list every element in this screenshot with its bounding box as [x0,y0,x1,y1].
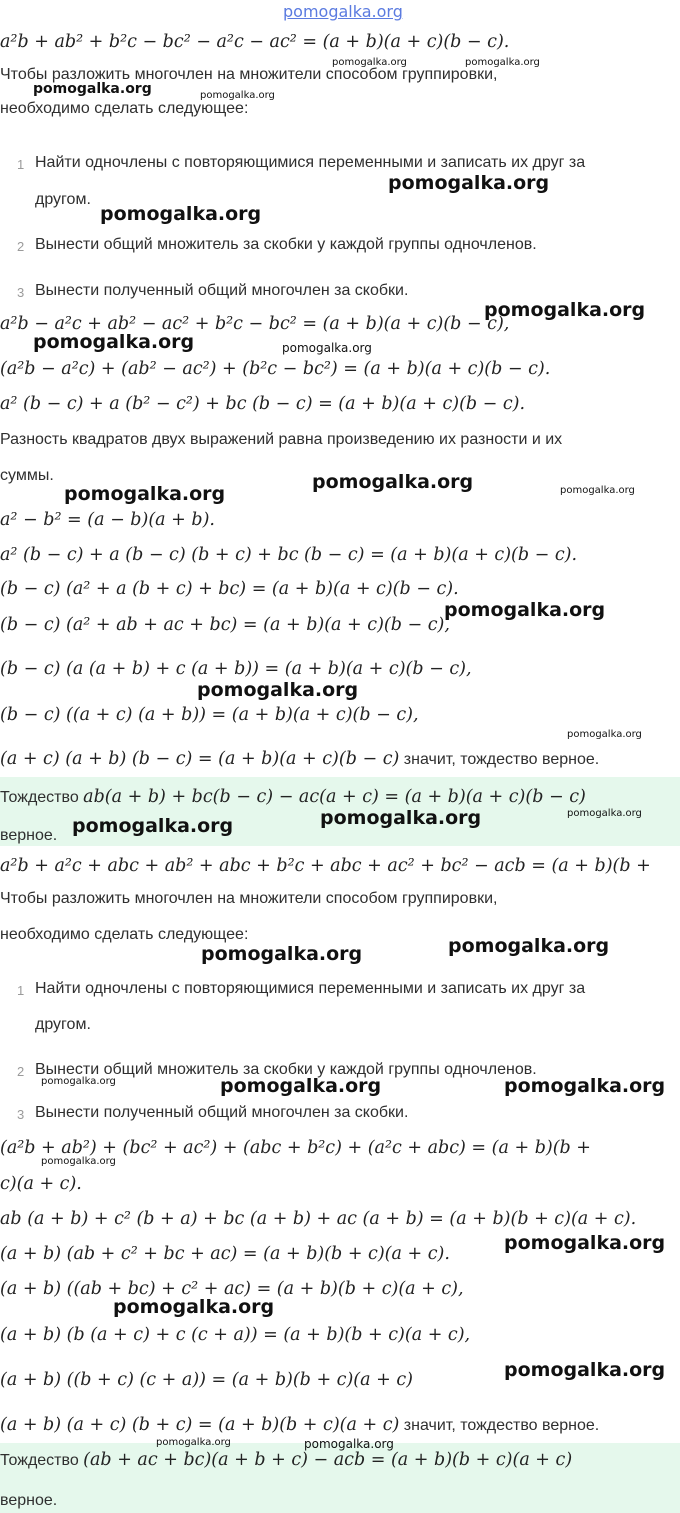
watermark: pomogalka.org [560,485,635,496]
problem1-equation-6: (b − c) (a² + a (b + c) + bc) = (a + b)(a + c)(b − c). [0,579,459,599]
problem2-equation-7 [0,1415,680,1435]
equation-math: (a + b) (a + c) (b + c) = (a + b)(b + c)(a + c) [0,1415,400,1435]
list-item-text: Найти одночлены с повторяющимися переменными и записать их друг за [35,154,586,171]
watermark-header[interactable]: pomogalka.org [283,2,403,21]
problem1-intro-text-2: необходимо сделать следующее: [0,100,249,117]
watermark: pomogalka.org [41,1076,116,1087]
watermark: pomogalka.org [41,1156,116,1167]
equation-math: (a + c) (a + b) (b − c) = (a + b)(a + c)(b − c) [0,749,400,769]
conclusion-math: ab(a + b) + bc(b − c) − ac(a + c) = (a + b)(a + c)(b − c) [83,787,586,807]
problem1-conclusion [0,787,680,807]
watermark: pomogalka.org [200,90,275,101]
watermark: pomogalka.org [201,943,363,965]
problem1-equation-4: a² − b² = (a − b)(a + b). [0,510,215,530]
conclusion-math: (ab + ac + bc)(a + b + c) − acb = (a + b)(b + c)(a + c) [83,1450,573,1470]
watermark: pomogalka.org [504,1359,666,1381]
watermark: pomogalka.org [113,1296,275,1318]
watermark: pomogalka.org [332,57,407,68]
list-item-text: Вынести общий множитель за скобки у каждой группы одночленов. [35,236,537,253]
problem2-conclusion [0,1450,680,1470]
watermark: pomogalka.org [33,331,195,353]
list-number: 1 [17,983,25,998]
watermark: pomogalka.org [312,471,474,493]
watermark: pomogalka.org [388,172,550,194]
problem1-equation-5: a² (b − c) + a (b − c) (b + c) + bc (b − c) = (a + b)(a + c)(b − c). [0,545,578,565]
problem1-intro-text-1: Чтобы разложить многочлен на множители способом группировки, [0,66,498,83]
watermark: pomogalka.org [567,808,642,819]
problem1-equation-10 [0,749,680,769]
watermark: pomogalka.org [484,299,646,321]
watermark: pomogalka.org [33,81,152,97]
watermark: pomogalka.org [72,815,234,837]
list-number: 2 [17,239,25,254]
watermark: pomogalka.org [100,203,262,225]
watermark: pomogalka.org [320,807,482,829]
list-item-text: другом. [35,191,91,208]
problem2-intro-text-2: необходимо сделать следующее: [0,926,249,943]
watermark: pomogalka.org [504,1075,666,1097]
list-item-text: Вынести общий множитель за скобки у каждой группы одночленов. [35,1061,537,1078]
list-number: 3 [17,1107,25,1122]
watermark: pomogalka.org [197,679,359,701]
watermark: pomogalka.org [304,1437,394,1451]
problem1-note-2: суммы. [0,467,54,484]
watermark: pomogalka.org [448,935,610,957]
problem2-equation-1b: c)(a + c). [0,1174,82,1194]
watermark: pomogalka.org [64,483,226,505]
watermark: pomogalka.org [504,1232,666,1254]
problem1-note-1: Разность квадратов двух выражений равна произведению их разности и их [0,431,563,448]
watermark: pomogalka.org [282,341,372,355]
problem1-intro-equation: a²b + ab² + b²c − bc² − a²c − ac² = (a + b)(a + c)(b − c). [0,32,510,52]
problem2-intro-text-1: Чтобы разложить многочлен на множители способом группировки, [0,890,498,907]
problem2-equation-6: (a + b) ((b + c) (c + a)) = (a + b)(b + c)(a + c) [0,1370,413,1390]
watermark: pomogalka.org [220,1075,382,1097]
list-number: 3 [17,285,25,300]
watermark: pomogalka.org [567,729,642,740]
problem1-equation-2: (a²b − a²c) + (ab² − ac²) + (b²c − bc²) = (a + b)(a + c)(b − c). [0,359,551,379]
list-item-text: Вынести полученный общий многочлен за скобки. [35,282,409,299]
watermark: pomogalka.org [444,599,606,621]
problem1-equation-8: (b − c) (a (a + b) + c (a + b)) = (a + b)(a + c)(b − c), [0,659,472,679]
problem2-equation-5: (a + b) (b (a + c) + c (c + a)) = (a + b)(b + c)(a + c), [0,1325,471,1345]
watermark: pomogalka.org [465,57,540,68]
list-item-text: Найти одночлены с повторяющимися переменными и записать их друг за [35,980,586,997]
list-number: 2 [17,1064,25,1079]
problem2-equation-2: ab (a + b) + c² (b + a) + bc (a + b) + ac (a + b) = (a + b)(b + c)(a + c). [0,1209,637,1229]
equation-conclusion-text: значит, тождество верное. [399,751,600,768]
problem1-equation-1: a²b − a²c + ab² − ac² + b²c − bc² = (a + b)(a + c)(b − c), [0,314,510,334]
problem2-equation-4: (a + b) ((ab + bc) + c² + ac) = (a + b)(b + c)(a + c), [0,1279,464,1299]
problem1-equation-7: (b − c) (a² + ab + ac + bc) = (a + b)(a + c)(b − c), [0,615,450,635]
equation-conclusion-text: значит, тождество верное. [399,1417,600,1434]
conclusion-head-text: Тождество [0,1452,84,1469]
problem2-conclusion-tail: верное. [0,1492,58,1509]
list-item-text: другом. [35,1016,91,1033]
problem1-equation-9: (b − c) ((a + c) (a + b)) = (a + b)(a + c)(b − c), [0,705,419,725]
list-number: 1 [17,157,25,172]
list-item-text: Вынести полученный общий многочлен за скобки. [35,1104,409,1121]
problem2-equation-3: (a + b) (ab + c² + bc + ac) = (a + b)(b + c)(a + c). [0,1244,450,1264]
watermark: pomogalka.org [156,1437,231,1448]
problem1-equation-3: a² (b − c) + a (b² − c²) + bc (b − c) = (a + b)(a + c)(b − c). [0,394,526,414]
problem1-conclusion-tail: верное. [0,827,58,844]
problem2-intro-equation: a²b + a²c + abc + ab² + abc + b²c + abc + ac² + bc² − acb = (a + b)(b + [0,856,651,876]
conclusion-head-text: Тождество [0,789,84,806]
problem2-equation-1a: (a²b + ab²) + (bc² + ac²) + (abc + b²c) + (a²c + abc) = (a + b)(b + [0,1138,591,1158]
